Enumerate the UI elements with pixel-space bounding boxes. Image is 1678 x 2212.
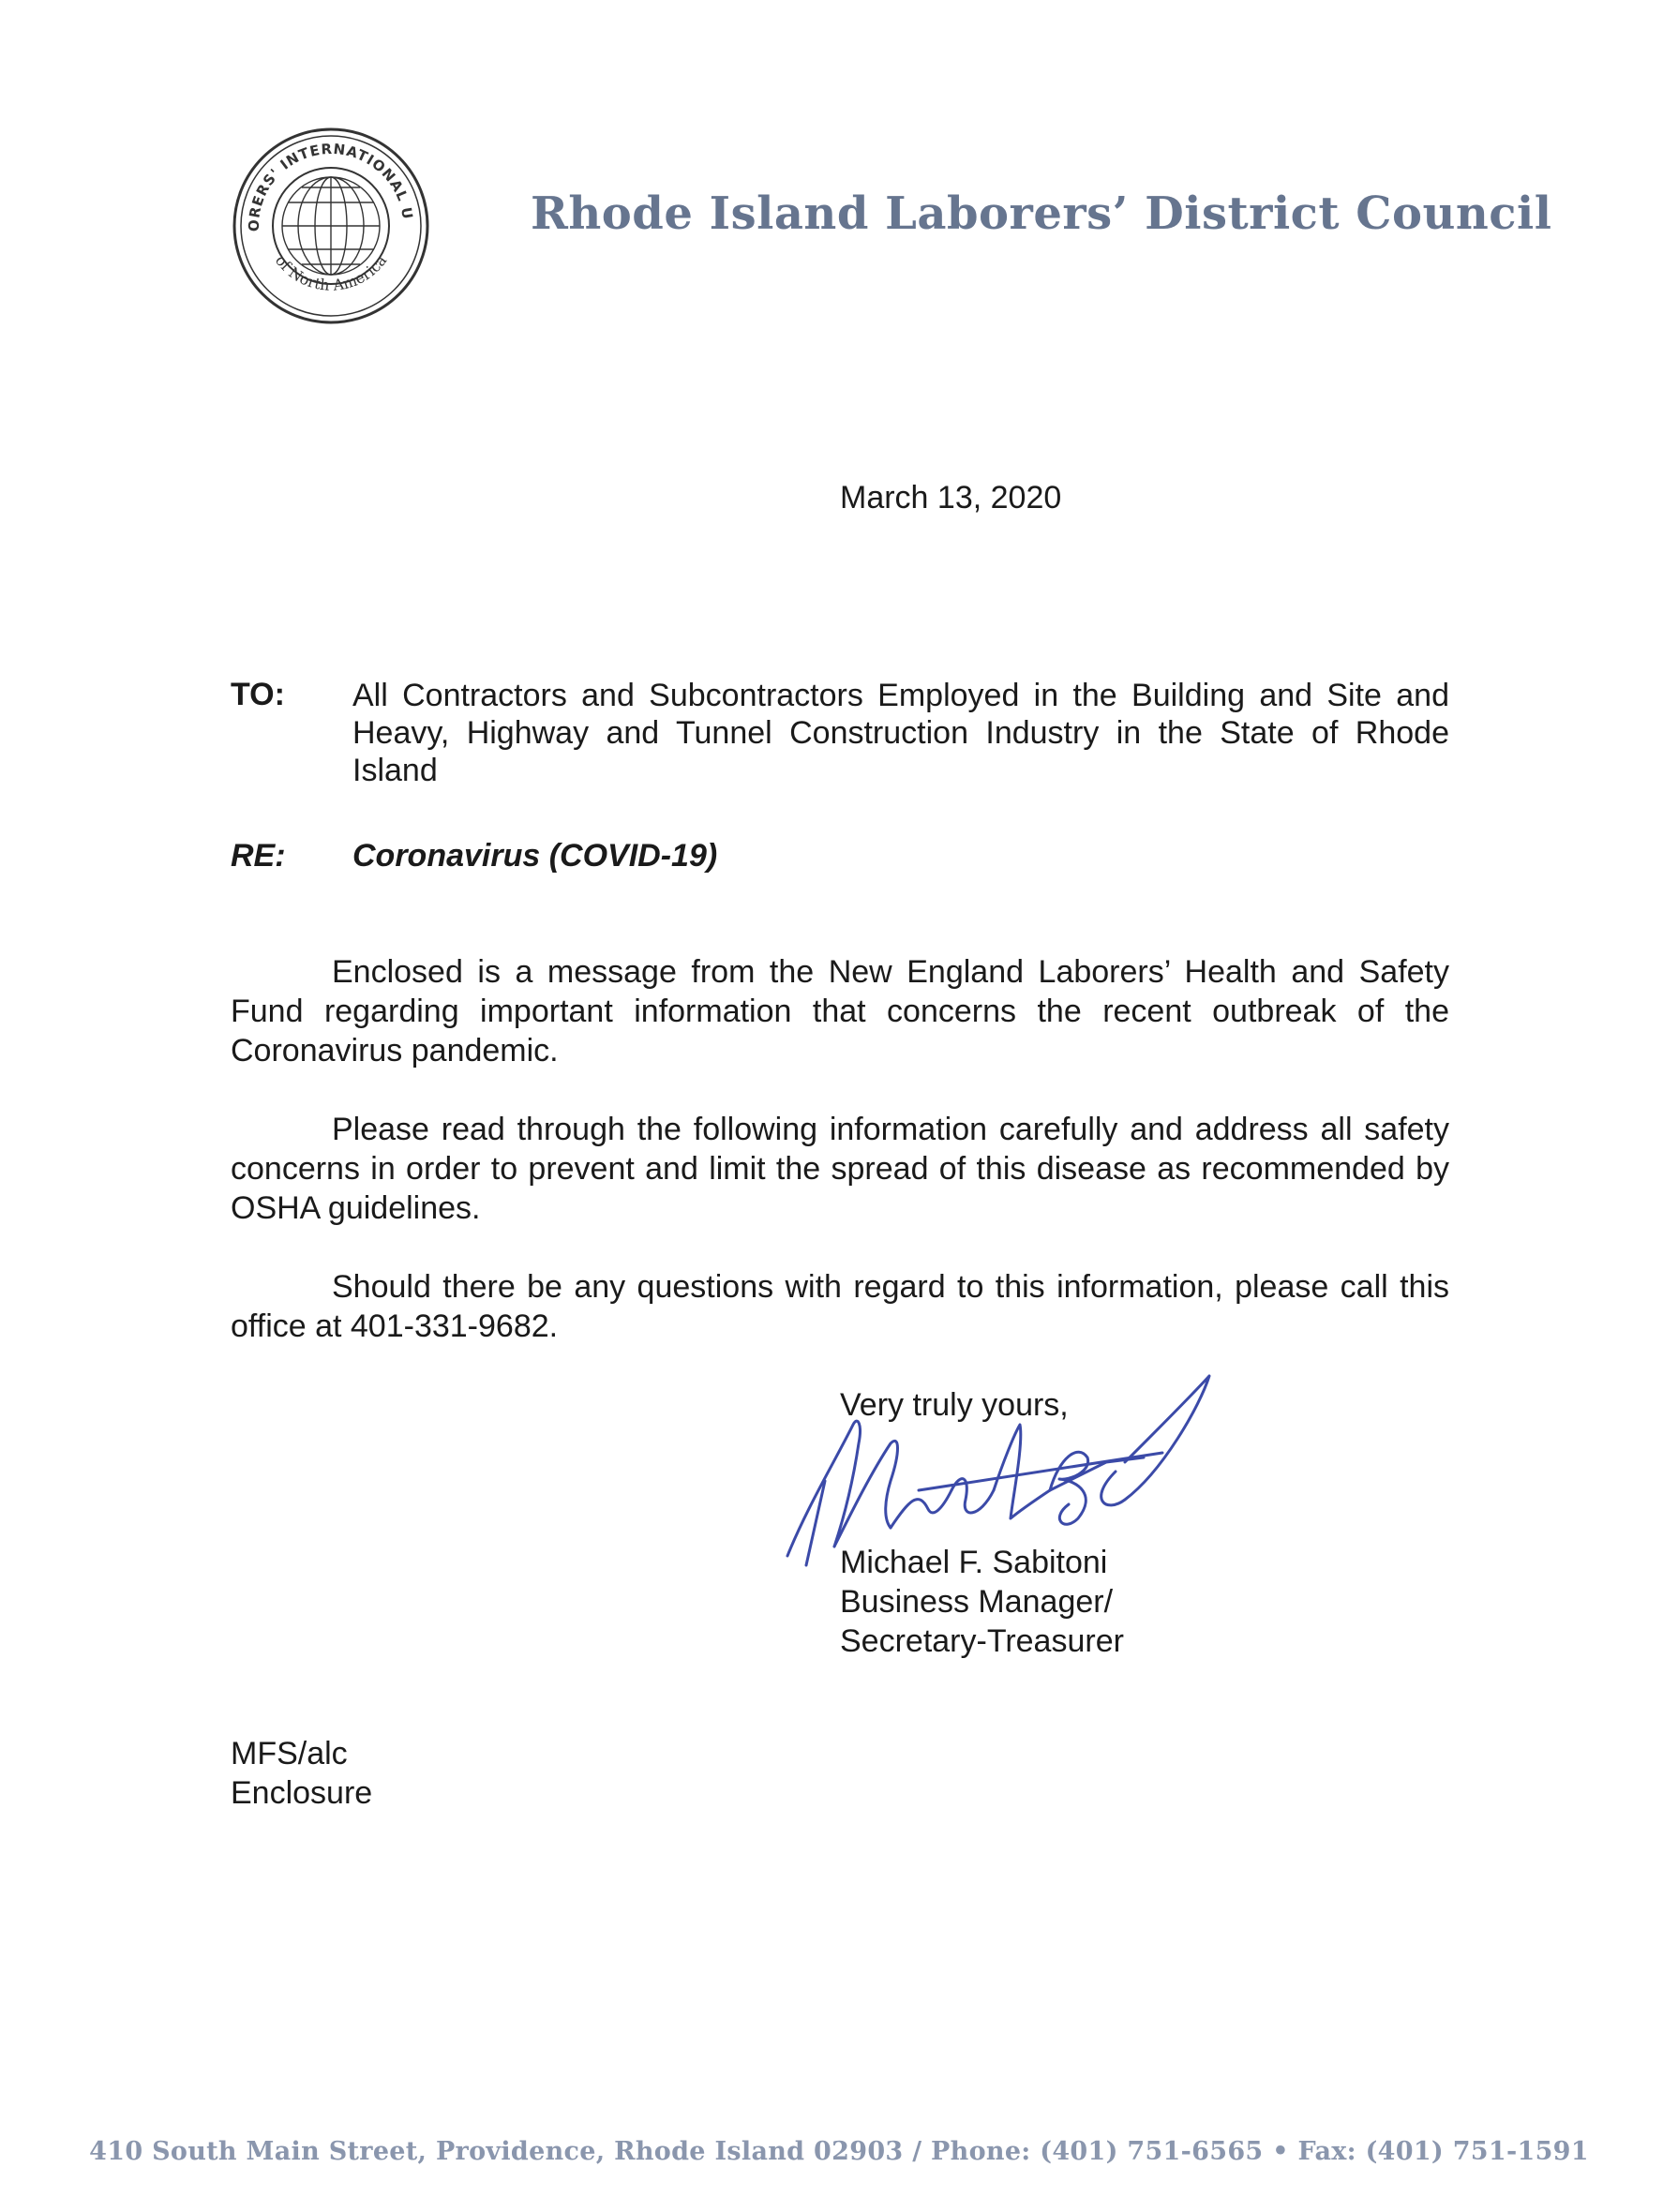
- letterhead-org-name: Rhode Island Laborers’ District Council: [531, 187, 1552, 240]
- signer-name: Michael F. Sabitoni: [840, 1545, 1108, 1580]
- letter-date: March 13, 2020: [840, 480, 1062, 516]
- globe-seal-icon: [231, 126, 431, 326]
- to-label: TO:: [231, 677, 285, 712]
- body-paragraph: Should there be any questions with regard to this information, please call this office at 401-331-9682.: [231, 1269, 1449, 1344]
- signer-title: Secretary-Treasurer: [840, 1623, 1124, 1659]
- svg-text:LABORERS' INTERNATIONAL UNION: ORERS' INTERNATIONAL U: [245, 140, 416, 232]
- footer-address: 410 South Main Street, Providence, Rhode Island 02903 / Phone: (401) 751-6565 • Fax: (401) 751-1591: [89, 2137, 1589, 2166]
- svg-text:of North America: of North America: [271, 251, 391, 294]
- re-subject: Coronavirus (COVID-19): [352, 838, 718, 874]
- re-label: RE:: [231, 838, 286, 874]
- closing: Very truly yours,: [840, 1387, 1069, 1423]
- signer-title: Business Manager/: [840, 1584, 1114, 1620]
- handwritten-signature-icon: [769, 1368, 1256, 1575]
- to-recipients: All Contractors and Subcontractors Employed in the Building and Site and Heavy, Highway and Tunnel Construction Industry in the State of Rhode Island: [352, 678, 1449, 788]
- enclosure-note: Enclosure: [231, 1775, 373, 1811]
- body-paragraph: Enclosed is a message from the New England Laborers’ Health and Safety Fund regarding important information that concerns the recent outbreak of the Coronavirus pandemic.: [231, 954, 1449, 1069]
- body-paragraph: Please read through the following information carefully and address all safety concerns in order to prevent and limit the spread of this disease as recommended by OSHA guidelines.: [231, 1112, 1449, 1226]
- reference-initials: MFS/alc: [231, 1736, 348, 1771]
